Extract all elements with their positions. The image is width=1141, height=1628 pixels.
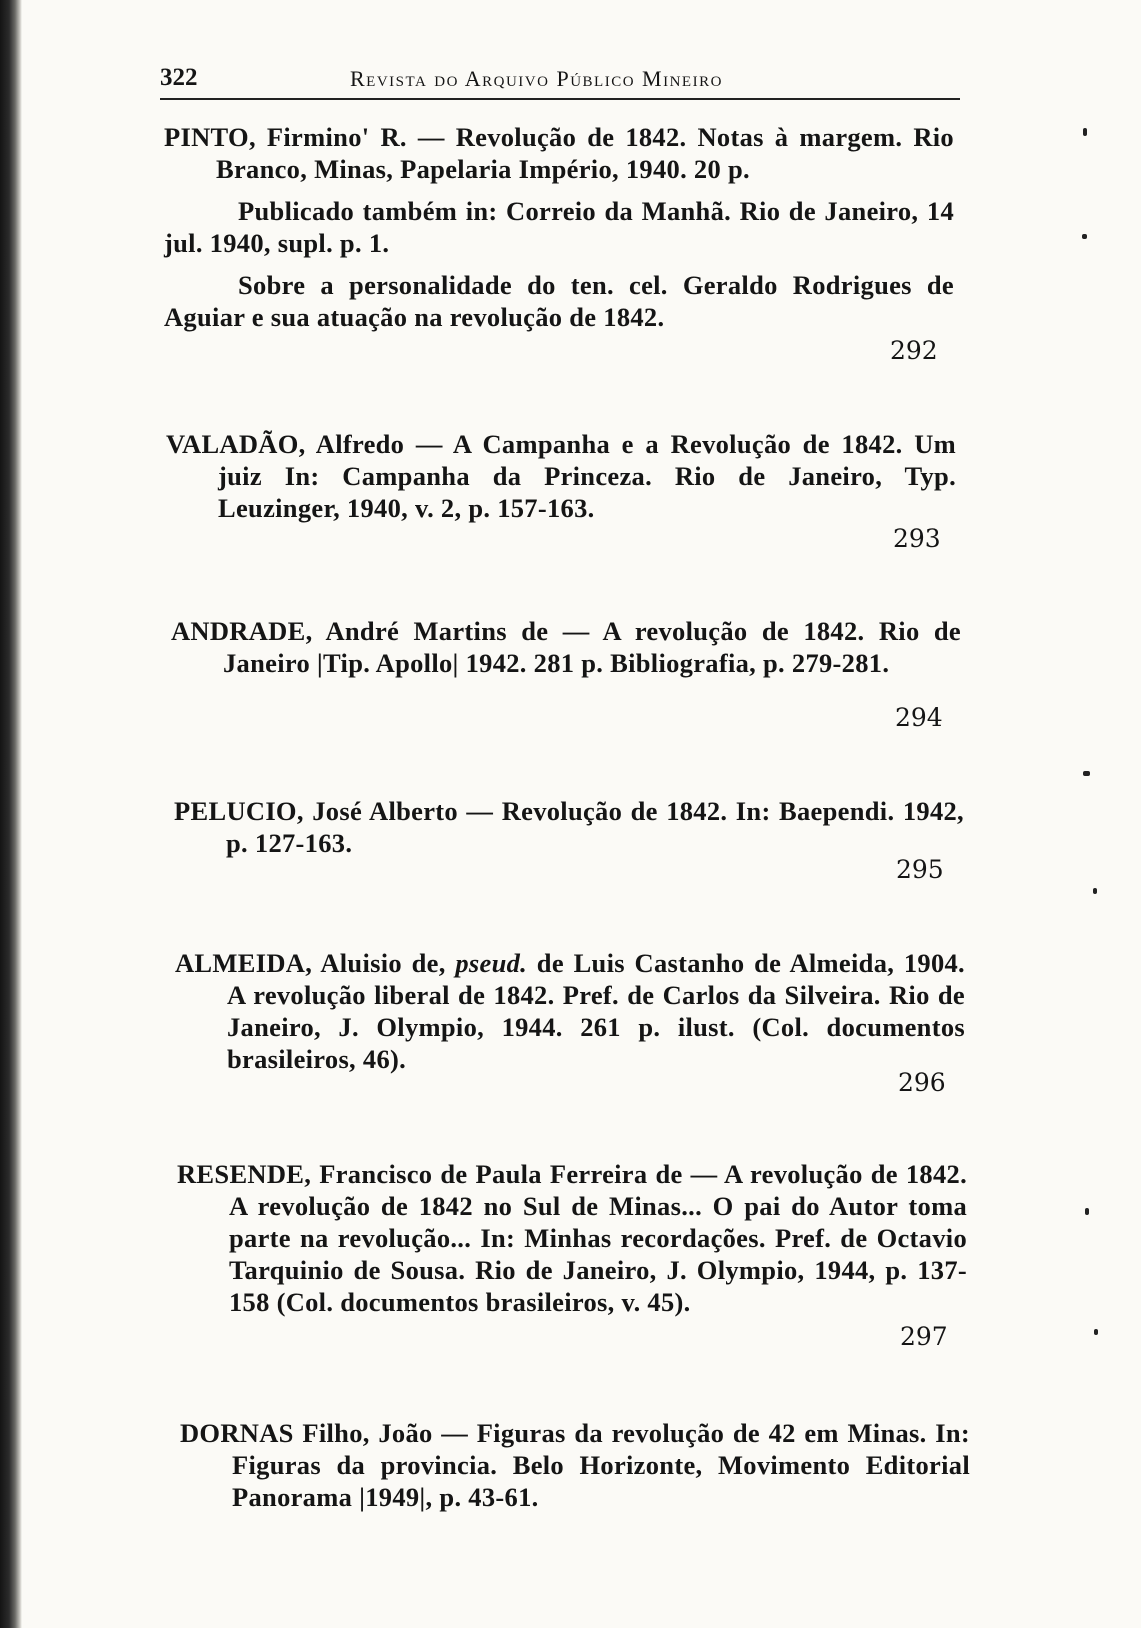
bibliography-entry [175, 947, 965, 1075]
entry-author: ALMEIDA, Aluisio de, [175, 948, 446, 978]
scan-speck [1093, 888, 1097, 894]
entry-text: — A revolução de 1842. A revolução de 1842 no Sul de Minas... O pai do Autor toma parte na revolução... In: Minhas recordações. Pref. de Octavio Tarquinio de Sousa. Rio de Janeiro, J. Olympio, 1944, p. 137-158 (Col. documentos brasileiros, v. 45). [229, 1159, 967, 1317]
entry-citation [164, 121, 954, 185]
entry-citation [180, 1417, 970, 1513]
scan-speck [1085, 1208, 1089, 1215]
scan-speck [1083, 771, 1090, 776]
entry-citation [171, 615, 961, 679]
entry-citation [174, 795, 964, 859]
entry-text: — A Campanha e a Revolução de 1842. Um juiz In: Campanha da Princeza. Rio de Janeiro, Typ. Leuzinger, 1940, v. 2, p. 157-163. [218, 429, 956, 523]
entry-note: Publicado também in: Correio da Manhã. Rio de Janeiro, 14 jul. 1940, supl. p. 1. [164, 196, 954, 258]
entry-text: — Revolução de 1842. Notas à margem. Rio Branco, Minas, Papelaria Império, 1940. 20 p. [216, 122, 954, 184]
entry-number: 295 [896, 855, 944, 884]
scan-speck [1082, 234, 1087, 239]
bibliography-entry [174, 795, 964, 859]
entry-author: ANDRADE, André Martins de [171, 616, 549, 646]
entry-citation [177, 1158, 967, 1318]
entry-author: PELUCIO, José Alberto [174, 796, 458, 826]
entry-author: DORNAS Filho, João [180, 1418, 433, 1448]
entry-number: 292 [890, 336, 938, 365]
scan-speck [1094, 1329, 1098, 1335]
page-number: 322 [160, 64, 198, 91]
bibliography-entry [177, 1158, 967, 1318]
running-title: Revista do Arquivo Público Mineiro [350, 66, 723, 91]
bibliography-entry [164, 121, 954, 333]
entry-author: RESENDE, Francisco de Paula Ferreira de [177, 1159, 683, 1189]
page-header [160, 62, 960, 100]
entry-note: Sobre a personalidade do ten. cel. Geraldo Rodrigues de Aguiar e sua atuação na revolução de 1842. [164, 270, 954, 332]
entry-number: 297 [900, 1322, 948, 1351]
entry-text: — Revolução de 1842. In: Baependi. 1942, p. 127-163. [226, 796, 964, 858]
entry-number: 293 [893, 524, 941, 553]
entry-text: — A revolução de 1842. Rio de Janeiro |Tip. Apollo| 1942. 281 p. Bibliografia, p. 279-281. [223, 616, 961, 678]
entry-text: — Figuras da revolução de 42 em Minas. In: Figuras da provincia. Belo Horizonte, Movimento Editorial Panorama |1949|, p. 43-61. [232, 1418, 971, 1512]
entry-number: 296 [898, 1068, 946, 1097]
bibliography-entry [166, 428, 956, 524]
entry-pseudonym-marker: pseud. [455, 948, 528, 978]
entry-author: PINTO, Firmino' R. [164, 122, 407, 152]
bibliography-entry [180, 1417, 970, 1513]
entry-number: 294 [895, 703, 943, 732]
entry-author: VALADÃO, Alfredo [166, 429, 405, 459]
entry-text: de Luis Castanho de Almeida, 1904. A revolução liberal de 1842. Pref. de Carlos da Silveira. Rio de Janeiro, J. Olympio, 1944. 261 p. ilust. (Col. documentos brasileiros, 46). [227, 948, 965, 1074]
bibliography-entry [171, 615, 961, 679]
entry-citation [166, 428, 956, 524]
entry-citation [175, 947, 965, 1075]
scan-speck [1083, 128, 1087, 136]
